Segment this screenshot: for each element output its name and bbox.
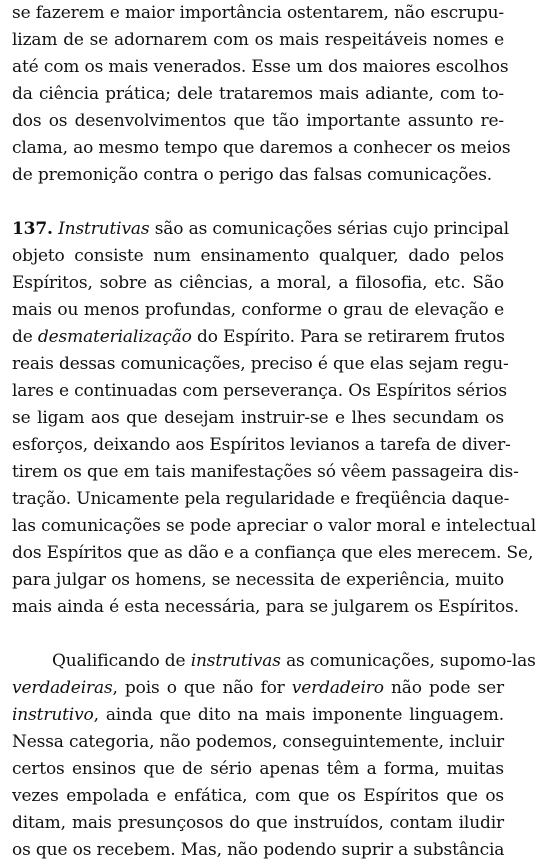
text-line [12, 702, 504, 729]
text-span: do Espírito. Para se retirarem frutos [191, 327, 505, 347]
text-line [12, 216, 509, 243]
text-line: se ligam aos que desejam instruir-se e lhes secundam os [12, 408, 504, 428]
italic-term: instrutivo [12, 705, 94, 725]
text-span: são as comunicações sérias cujo principal [149, 219, 509, 239]
text-line: Espíritos, sobre as ciências, a moral, a filosofia, etc. São [12, 273, 504, 293]
paragraph-continuation [12, 0, 511, 189]
document-page [12, 0, 536, 864]
text-line: mais ou menos profundas, conforme o grau de elevação e [12, 300, 504, 320]
italic-term: desmaterialização [37, 327, 192, 347]
paragraph-gap [12, 189, 504, 216]
italic-term: verdadeiro [291, 678, 384, 698]
text-line: clama, ao mesmo tempo que daremos a conhecer os meios [12, 138, 511, 158]
paragraph-137 [12, 216, 536, 621]
text-line: lares e continuadas com perseverança. Os Espíritos sérios [12, 381, 508, 401]
text-line: os que os recebem. Mas, não podendo suprir a substância [12, 840, 505, 860]
text-line: esforços, deixando aos Espíritos levianos a tarefa de diver- [12, 435, 511, 455]
text-line: para julgar os homens, se necessita de experiência, muito [12, 570, 504, 590]
text-span: , pois o que não for [112, 678, 292, 698]
text-span: não pode ser [383, 678, 504, 698]
text-line: de premonição contra o perigo das falsas comunicações. [12, 165, 493, 185]
text-line: mais ainda é esta necessária, para se julgarem os Espíritos. [12, 597, 519, 617]
text-line: tração. Unicamente pela regularidade e freqüência daque- [12, 489, 510, 509]
paragraph-qualificando [12, 648, 536, 864]
italic-term: verdadeiras [12, 678, 113, 698]
text-span: , ainda que dito na mais imponente linguagem. [93, 705, 504, 725]
text-span: as comunicações, supomo-las [280, 651, 536, 671]
text-line [12, 324, 504, 351]
section-number: 137. [12, 219, 53, 239]
italic-term: instrutivas [190, 651, 281, 671]
text-line: dos os desenvolvimentos que tão importante assunto re- [12, 111, 504, 131]
text-line: lizam de se adornarem com os mais respeitáveis nomes e [12, 30, 504, 50]
text-line: até com os mais venerados. Esse um dos maiores escolhos [12, 57, 509, 77]
text-line [12, 648, 536, 675]
text-line: dos Espíritos que as dão e a confiança que eles merecem. Se, [12, 543, 534, 563]
text-line: vezes empolada e enfática, com que os Espíritos que os [12, 786, 504, 806]
italic-term: Instrutivas [58, 219, 150, 239]
text-line: objeto consiste num ensinamento qualquer, dado pelos [12, 246, 504, 266]
text-line: las comunicações se pode apreciar o valor moral e intelectual [12, 516, 536, 536]
text-line: se fazerem e maior importância ostentarem, não escrupu- [12, 3, 504, 23]
text-line: certos ensinos que de sério apenas têm a forma, muitas [12, 759, 504, 779]
text-line: ditam, mais presunçosos do que instruídos, contam iludir [12, 813, 504, 833]
text-span: de [12, 327, 38, 347]
text-line: Nessa categoria, não podemos, conseguintemente, incluir [12, 732, 504, 752]
text-line: da ciência prática; dele trataremos mais adiante, com to- [12, 84, 504, 104]
text-span: Qualificando de [52, 651, 191, 671]
text-line [12, 675, 504, 702]
text-line: tirem os que em tais manifestações só vêem passageira dis- [12, 462, 519, 482]
text-line: reais dessas comunicações, preciso é que elas sejam regu- [12, 354, 509, 374]
paragraph-gap [12, 621, 504, 648]
